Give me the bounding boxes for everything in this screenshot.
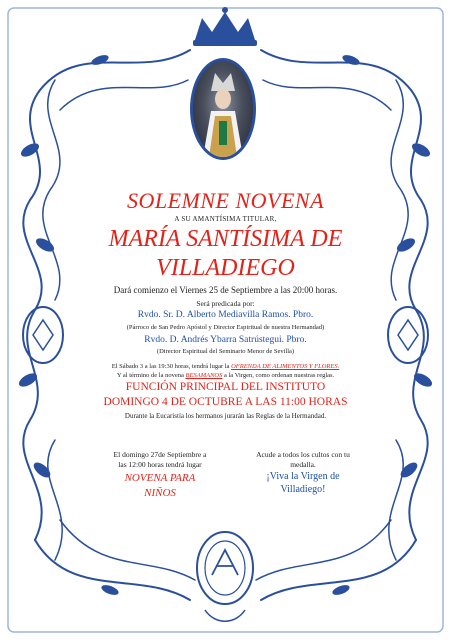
novena-kids-line2: NIÑOS xyxy=(144,487,176,499)
preacher1-name: Rvdo. Sr. D. Alberto Mediavilla Ramos. Pbro. xyxy=(137,310,314,320)
preacher1-role: (Párroco de San Pedro Apóstol y Director Espiritual de nuestra Hermandad) xyxy=(126,324,325,331)
invitation-block xyxy=(242,450,364,496)
virgin-figure-icon xyxy=(193,61,253,157)
preacher2-role: (Director Espiritual del Seminario Menor de Sevilla) xyxy=(156,348,295,355)
eucharist-note: Durante la Eucaristía los hermanos jurarán las Reglas de la Hermandad. xyxy=(124,412,327,420)
sunday-line1: El domingo 27de Septiembre a xyxy=(113,450,207,459)
sunday-line2: las 12:00 horas tendrá lugar xyxy=(118,460,202,469)
offering-highlight: OFRENDA DE ALIMENTOS Y FLORES. xyxy=(231,363,340,370)
function-line2: DOMINGO 4 DE OCTUBRE A LAS 11:00 HORAS xyxy=(103,396,348,408)
invite-line2: medalla. xyxy=(290,460,316,469)
virgin-name-line1: MARÍA SANTÍSIMA DE xyxy=(108,226,343,252)
page-title: SOLEMNE NOVENA xyxy=(126,188,325,213)
preacher2-name: Rvdo. D. Andrés Ybarra Satrústegui. Pbro. xyxy=(144,335,307,345)
invite-line1: Acude a todos los cultos con tu xyxy=(256,450,350,459)
function-line1: FUNCIÓN PRINCIPAL DEL INSTITUTO xyxy=(125,381,326,393)
novena-kids-line1: NOVENA PARA xyxy=(124,472,196,484)
saturday-text-e: a la Virgen, como ordenan nuestras reglas. xyxy=(222,372,335,379)
besamanos-highlight: BESAMANOS xyxy=(185,372,223,379)
start-date: Dará comienzo el Viernes 25 de Septiembre a las 20:00 horas. xyxy=(113,285,338,295)
saturday-notice xyxy=(60,362,391,380)
saturday-text-a: El Sábado 3 a las 19:30 horas, tendrá lugar la xyxy=(111,363,232,370)
children-novena-block xyxy=(100,450,220,500)
dedication: A SU AMANTÍSIMA TITULAR, xyxy=(174,215,277,223)
viva-line1: ¡Viva la Virgen de xyxy=(266,471,340,482)
virgin-portrait-image xyxy=(190,58,256,160)
crown-icon xyxy=(193,7,257,46)
virgin-name-line2: VILLADIEGO xyxy=(156,255,295,281)
saturday-text-c: Y al término de la novena xyxy=(116,372,186,379)
viva-line2: Villadiego! xyxy=(280,484,326,495)
preached-by-label: Será predicada por: xyxy=(196,299,255,308)
